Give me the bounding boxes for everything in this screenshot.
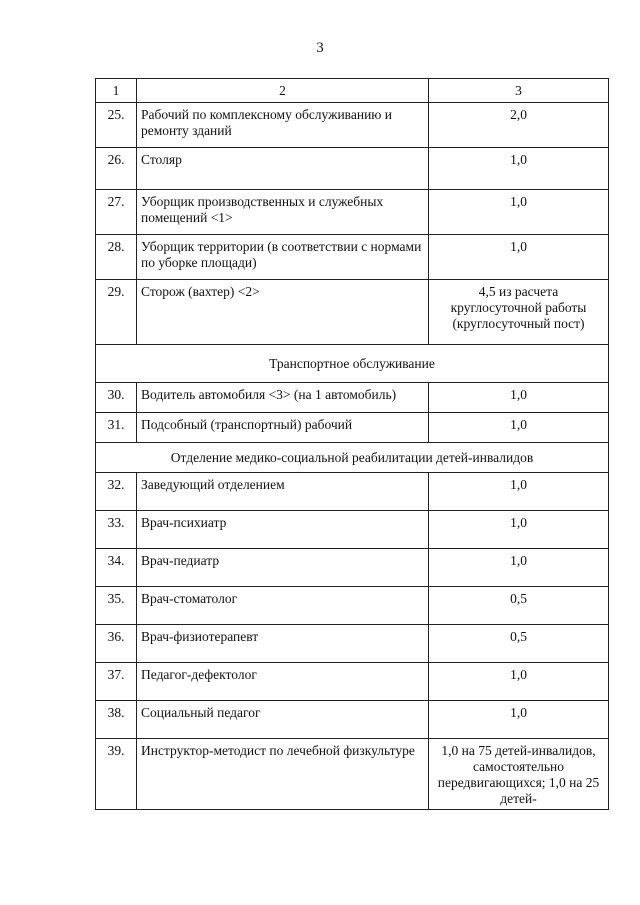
table-row: [96, 549, 609, 587]
table-row: [96, 587, 609, 625]
position-name: Рабочий по комплексному обслуживанию и ремонту зданий: [137, 103, 429, 148]
staff-count: 1,0: [429, 701, 609, 739]
row-number: 26.: [96, 148, 137, 190]
row-number: 27.: [96, 190, 137, 235]
table-row: [96, 235, 609, 280]
position-name: Столяр: [137, 148, 429, 190]
table-row: [96, 148, 609, 190]
page-number: 3: [316, 40, 324, 56]
staff-count: 2,0: [429, 103, 609, 148]
table-row: [96, 739, 609, 810]
section-header-row: [96, 443, 609, 473]
section-title: Транспортное обслуживание: [96, 345, 609, 383]
row-number: 33.: [96, 511, 137, 549]
row-number: 39.: [96, 739, 137, 810]
staff-count: 1,0: [429, 235, 609, 280]
position-name: Заведующий отделением: [137, 473, 429, 511]
section-header-row: [96, 345, 609, 383]
row-number: 31.: [96, 413, 137, 443]
staff-count: 1,0: [429, 473, 609, 511]
header-col-2: 2: [137, 79, 429, 103]
position-name: Уборщик производственных и служебных помещений <1>: [137, 190, 429, 235]
row-number: 38.: [96, 701, 137, 739]
staff-count: 1,0: [429, 549, 609, 587]
staff-count: 0,5: [429, 587, 609, 625]
staff-count: 1,0: [429, 148, 609, 190]
table-row: [96, 511, 609, 549]
staff-count: 1,0: [429, 663, 609, 701]
row-number: 34.: [96, 549, 137, 587]
table-header-row: [96, 79, 609, 103]
position-name: Врач-психиатр: [137, 511, 429, 549]
table-row: [96, 103, 609, 148]
position-name: Социальный педагог: [137, 701, 429, 739]
row-number: 37.: [96, 663, 137, 701]
table-row: [96, 701, 609, 739]
staffing-table: [95, 78, 609, 810]
position-name: Врач-педиатр: [137, 549, 429, 587]
position-name: Врач-стоматолог: [137, 587, 429, 625]
header-col-3: 3: [429, 79, 609, 103]
position-name: Подсобный (транспортный) рабочий: [137, 413, 429, 443]
table-row: [96, 413, 609, 443]
row-number: 35.: [96, 587, 137, 625]
row-number: 29.: [96, 280, 137, 345]
staff-count: 1,0: [429, 511, 609, 549]
row-number: 25.: [96, 103, 137, 148]
position-name: Педагог-дефектолог: [137, 663, 429, 701]
position-name: Врач-физиотерапевт: [137, 625, 429, 663]
staff-count: 1,0: [429, 413, 609, 443]
row-number: 36.: [96, 625, 137, 663]
table-row: [96, 383, 609, 413]
row-number: 30.: [96, 383, 137, 413]
staff-count: 4,5 из расчета круглосуточной работы (круглосуточный пост): [429, 280, 609, 345]
table-row: [96, 663, 609, 701]
position-name: Уборщик территории (в соответствии с нормами по уборке площади): [137, 235, 429, 280]
staff-count: 1,0 на 75 детей-инвалидов, самостоятельно передвигающихся; 1,0 на 25 детей-: [429, 739, 609, 810]
row-number: 28.: [96, 235, 137, 280]
section-title: Отделение медико-социальной реабилитации детей-инвалидов: [96, 443, 609, 473]
table-row: [96, 473, 609, 511]
row-number: 32.: [96, 473, 137, 511]
position-name: Инструктор-методист по лечебной физкультуре: [137, 739, 429, 810]
table-row: [96, 190, 609, 235]
header-col-1: 1: [96, 79, 137, 103]
staff-count: 1,0: [429, 383, 609, 413]
table-row: [96, 625, 609, 663]
staff-count: 1,0: [429, 190, 609, 235]
position-name: Сторож (вахтер) <2>: [137, 280, 429, 345]
staff-count: 0,5: [429, 625, 609, 663]
table-row: [96, 280, 609, 345]
position-name: Водитель автомобиля <3> (на 1 автомобиль): [137, 383, 429, 413]
